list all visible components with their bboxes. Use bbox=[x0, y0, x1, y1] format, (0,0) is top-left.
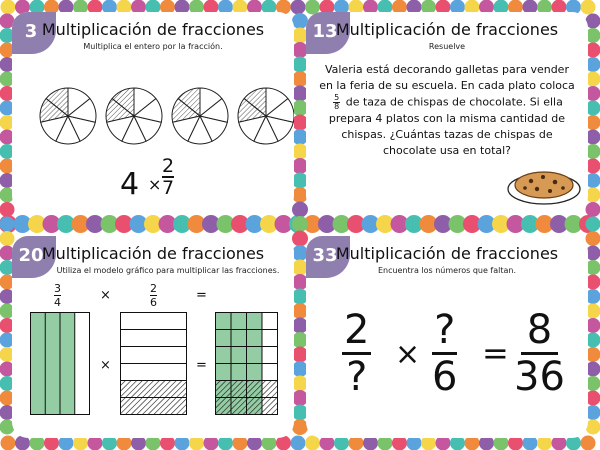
word-problem-part-1: Valeria está decorando galletas para vender en la feria de su escuela. En cada plato coloca bbox=[319, 63, 575, 92]
task-card-20 bbox=[12, 236, 294, 438]
fraction-2-6 bbox=[150, 282, 157, 309]
border-dot bbox=[586, 202, 600, 217]
fraction-circle bbox=[40, 88, 96, 144]
equals-symbol: = bbox=[196, 358, 207, 373]
border-dot bbox=[586, 217, 600, 232]
border-dot bbox=[292, 202, 308, 218]
border-dot bbox=[0, 217, 15, 232]
model-product-grid bbox=[215, 312, 279, 416]
numerator: 2 bbox=[150, 282, 157, 295]
card-instruction: Multiplica el entero por la fracción. bbox=[83, 42, 223, 51]
card-title: Multiplicación de fracciones bbox=[41, 20, 265, 39]
card-title: Multiplicación de fracciones bbox=[335, 20, 559, 39]
denominator: 6 bbox=[150, 296, 157, 309]
numerator: 5 bbox=[334, 93, 340, 102]
numerator: 8 bbox=[521, 308, 558, 355]
border-dot bbox=[581, 0, 596, 15]
card-instruction: Encuentra los números que faltan. bbox=[377, 266, 517, 275]
equals-symbol: = bbox=[196, 288, 207, 303]
inline-fraction bbox=[333, 94, 340, 111]
numerator: 2 bbox=[344, 307, 370, 353]
whole-number: 4 bbox=[120, 167, 140, 202]
model-two-sixths bbox=[120, 312, 188, 416]
fraction-missing-6 bbox=[432, 308, 457, 399]
border-dot bbox=[581, 436, 596, 450]
task-card-3 bbox=[12, 12, 294, 212]
fraction-8-36 bbox=[514, 308, 565, 399]
denominator: 7 bbox=[162, 177, 175, 199]
border-dot bbox=[0, 202, 15, 217]
times-symbol: × bbox=[395, 337, 421, 372]
denominator: 36 bbox=[514, 354, 565, 400]
equals-symbol: = bbox=[482, 334, 509, 372]
cookie-plate-icon bbox=[506, 162, 582, 206]
times-symbol: × bbox=[148, 175, 162, 194]
times-symbol: × bbox=[100, 288, 111, 303]
border-dot bbox=[1, 436, 16, 450]
card-number-badge: 33 bbox=[306, 236, 350, 278]
word-problem bbox=[318, 62, 576, 159]
border-dot bbox=[291, 436, 306, 450]
model-three-fourths bbox=[30, 312, 92, 416]
card-number-badge: 13 bbox=[306, 12, 350, 54]
denominator: 6 bbox=[432, 354, 458, 400]
fraction-circle bbox=[172, 88, 228, 144]
denominator: 8 bbox=[334, 102, 340, 111]
times-symbol: × bbox=[100, 358, 111, 373]
fraction-circles bbox=[12, 72, 294, 162]
fraction-circle bbox=[238, 88, 294, 144]
task-card-13 bbox=[306, 12, 588, 212]
fraction-2-7 bbox=[162, 156, 174, 198]
card-instruction: Utiliza el modelo gráfico para multiplicar las fracciones. bbox=[56, 266, 280, 275]
card-title: Multiplicación de fracciones bbox=[41, 244, 265, 263]
border-dot bbox=[291, 0, 306, 15]
border-dot bbox=[305, 436, 320, 450]
denominator: 4 bbox=[54, 296, 61, 309]
numerator: 3 bbox=[54, 282, 61, 295]
border-dot bbox=[292, 216, 308, 232]
card-title: Multiplicación de fracciones bbox=[335, 244, 559, 263]
task-card-33 bbox=[306, 236, 588, 438]
numerator: 2 bbox=[162, 155, 175, 177]
card-number-badge: 20 bbox=[12, 236, 56, 278]
card-instruction: Resuelve bbox=[428, 42, 466, 51]
numerator-missing: ? bbox=[434, 307, 456, 353]
word-problem-part-2: de taza de chispas de chocolate. Si ella prepara 4 platos con la misma cantidad de chispas. ¿Cuántas tazas de chispas de chocolate usa en total? bbox=[328, 95, 566, 157]
fraction-circle bbox=[106, 88, 162, 144]
fraction-2-missing bbox=[342, 308, 371, 399]
fraction-3-4 bbox=[54, 282, 61, 309]
denominator-missing: ? bbox=[346, 354, 368, 400]
card-number-badge: 3 bbox=[12, 12, 56, 54]
